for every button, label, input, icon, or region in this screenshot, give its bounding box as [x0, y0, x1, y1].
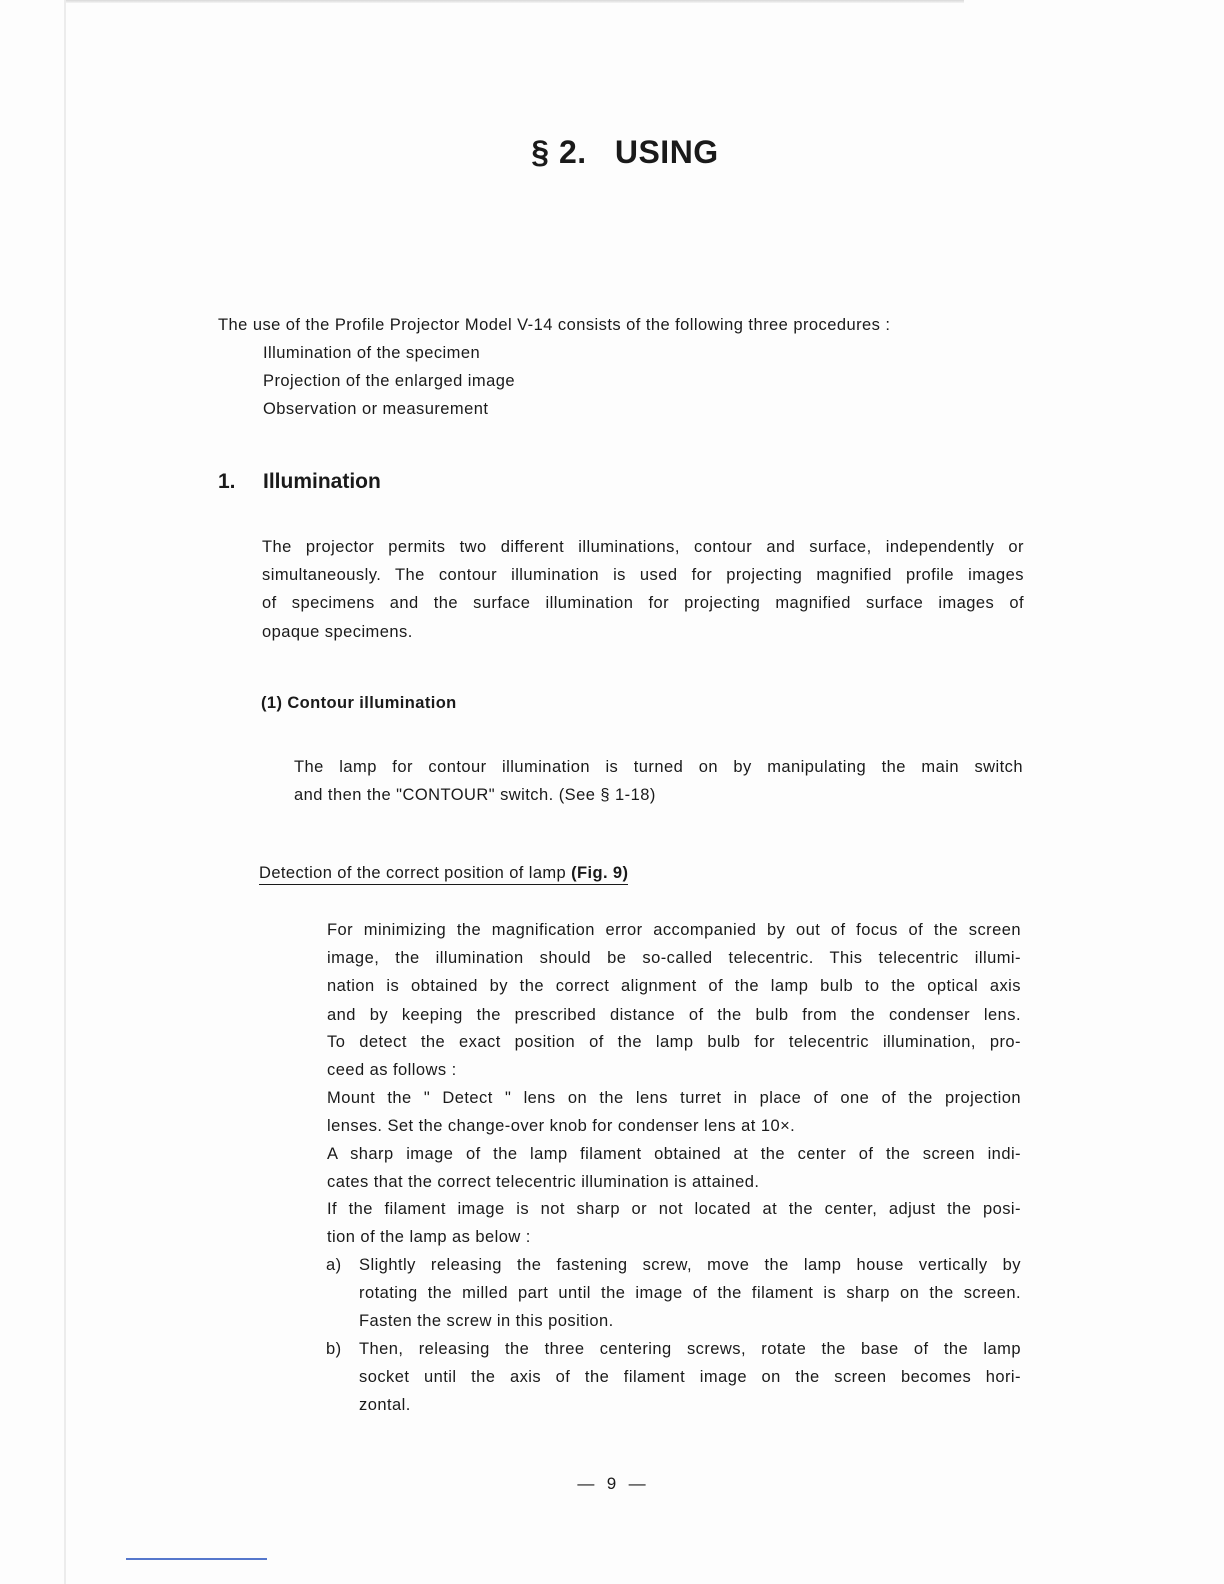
step-body — [359, 1335, 1021, 1419]
procedure-item: Illumination of the specimen — [263, 344, 481, 362]
step-marker: b) — [326, 1340, 342, 1358]
figure-reference: (Fig. 9) — [571, 864, 629, 882]
detection-paragraph-2 — [327, 1028, 1021, 1084]
page-number: — 9 — — [577, 1474, 647, 1493]
paragraph-line: of specimens and the surface illumination for projecting magnified surface images of — [262, 594, 1024, 613]
step-line: Fasten the screw in this position. — [359, 1312, 614, 1330]
scan-artifact-line — [126, 1558, 267, 1560]
detection-paragraph-3 — [327, 1084, 1021, 1140]
step-line: Then, releasing the three centering screws, rotate the base of the lamp — [359, 1340, 1021, 1358]
detection-paragraph-4 — [327, 1140, 1021, 1196]
heading-number: 1. — [218, 470, 236, 493]
detection-heading-text: Detection of the correct position of lamp — [259, 864, 572, 882]
scan-edge-top — [64, 0, 964, 3]
step-body — [359, 1251, 1021, 1335]
paragraph-line: Mount the " Detect " lens on the lens turret in place of one of the projection — [327, 1089, 1021, 1107]
section-title: § 2. USING — [531, 134, 719, 170]
paragraph-line: opaque specimens. — [262, 622, 413, 641]
detection-heading — [259, 864, 628, 885]
paragraph-line: image, the illumination should be so-called telecentric. This telecentric illumi- — [327, 949, 1021, 968]
scan-edge-left — [64, 0, 66, 1584]
paragraph-line: and by keeping the prescribed distance of the bulb from the condenser lens. — [327, 1005, 1021, 1024]
paragraph-line: The lamp for contour illumination is turned on by manipulating the main switch — [294, 758, 1023, 776]
step-line: socket until the axis of the filament image on the screen becomes hori- — [359, 1368, 1021, 1386]
paragraph-line: ceed as follows : — [327, 1061, 457, 1080]
step-line: zontal. — [359, 1396, 411, 1414]
paragraph-line: If the filament image is not sharp or not located at the center, adjust the posi- — [327, 1200, 1021, 1218]
step-line: rotating the milled part until the image of the filament is sharp on the screen. — [359, 1284, 1021, 1302]
paragraph-line: nation is obtained by the correct alignment of the lamp bulb to the optical axis — [327, 977, 1021, 996]
contour-heading: (1) Contour illumination — [261, 694, 457, 712]
step-line: Slightly releasing the fastening screw, move the lamp house vertically by — [359, 1256, 1021, 1274]
detection-paragraph-1 — [327, 916, 1021, 1029]
step-item — [326, 1335, 1021, 1419]
procedure-item: Projection of the enlarged image — [263, 372, 515, 390]
paragraph-line: cates that the correct telecentric illumination is attained. — [327, 1173, 760, 1192]
paragraph-line: The projector permits two different illuminations, contour and surface, independently or — [262, 538, 1024, 556]
intro-sentence: The use of the Profile Projector Model V-14 consists of the following three procedures : — [218, 316, 891, 334]
contour-paragraph — [294, 753, 1023, 809]
paragraph-line: simultaneously. The contour illumination is used for projecting magnified profile images — [262, 566, 1024, 585]
heading-title: Illumination — [263, 470, 381, 493]
illumination-heading — [218, 470, 381, 494]
step-marker: a) — [326, 1256, 342, 1274]
paragraph-line: A sharp image of the lamp filament obtained at the center of the screen indi- — [327, 1145, 1021, 1163]
detection-paragraph-5 — [327, 1195, 1021, 1251]
illumination-paragraph — [262, 533, 1024, 646]
paragraph-line: lenses. Set the change-over knob for condenser lens at 10×. — [327, 1117, 796, 1136]
procedure-item: Observation or measurement — [263, 400, 489, 418]
paragraph-line: For minimizing the magnification error accompanied by out of focus of the screen — [327, 921, 1021, 939]
step-item — [326, 1251, 1021, 1335]
paragraph-line: and then the "CONTOUR" switch. (See § 1-18) — [294, 786, 656, 805]
paragraph-line: To detect the exact position of the lamp bulb for telecentric illumination, pro- — [327, 1033, 1021, 1051]
paragraph-line: tion of the lamp as below : — [327, 1228, 531, 1247]
